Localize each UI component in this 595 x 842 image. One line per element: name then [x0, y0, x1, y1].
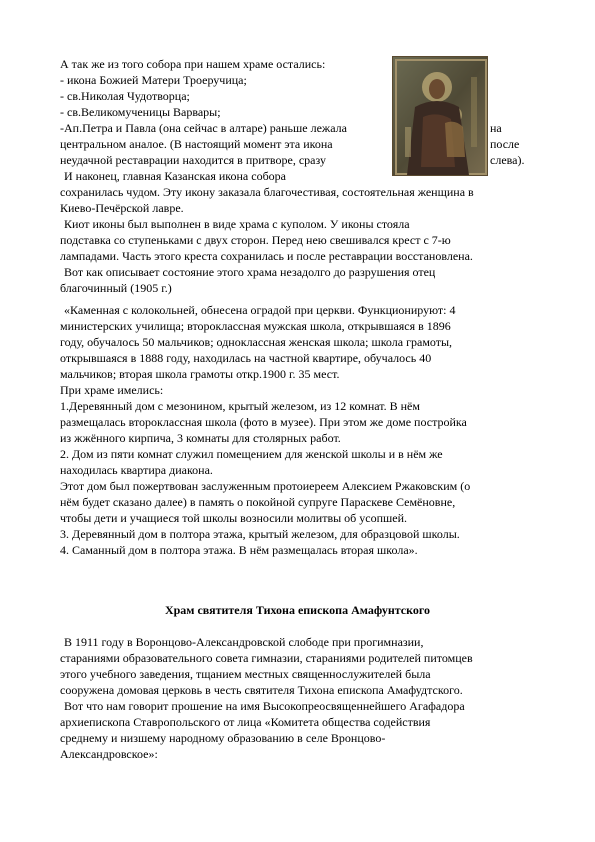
text-line: сооружена домовая церковь в честь святителя Тихона епископа Амафудтского.: [60, 683, 463, 697]
text-line: на: [490, 121, 502, 135]
text-line: - икона Божией Матери Троеручица;: [60, 73, 247, 87]
text-line: Этот дом был пожертвован заслуженным протоиереем Алексием Ржаковским (о: [60, 479, 471, 493]
text-line: слева).: [490, 153, 525, 167]
section-heading: Храм святителя Тихона епископа Амафунтского: [164, 603, 431, 617]
text-line: среднему и низшему народному образованию в селе Вронцово-: [60, 731, 386, 745]
text-line: этого учебного заведения, тщанием местных священнослужителей была: [60, 667, 431, 681]
text-line: И наконец, главная Казанская икона собора: [64, 169, 286, 183]
text-line: Киот иконы был выполнен в виде храма с куполом. У иконы стояла: [64, 217, 410, 231]
text-line: «Каменная с колокольней, обнесена оградой при церкви. Функционируют: 4: [64, 303, 456, 317]
text-line: из жжённого кирпича, 3 комнаты для столярных работ.: [60, 431, 341, 445]
text-line: В 1911 году в Воронцово-Александровской слободе при прогимназии,: [64, 635, 424, 649]
text-line: Вот что нам говорит прошение на имя Высокопреосвященнейшего Агафадора: [64, 699, 465, 713]
text-line: - св.Великомученицы Варвары;: [60, 105, 221, 119]
text-line: Вот как описывает состояние этого храма незадолго до разрушения отец: [64, 265, 436, 279]
text-line: министерских училища; второклассная мужская школа, открывшаяся в 1896: [60, 319, 451, 333]
text-line: При храме имелись:: [60, 383, 164, 397]
text-line: центральном аналое. (В настоящий момент эта икона: [60, 137, 333, 151]
text-line: подставка со ступеньками с двух сторон. Перед нею свешивался крест с 7-ю: [60, 233, 451, 247]
text-line: чтобы дети и учащиеся той школы возносили молитвы об усопшей.: [60, 511, 408, 525]
text-line: размещалась второклассная школа (фото в музее). При этом же доме постройка: [60, 415, 467, 429]
icon-image: [392, 56, 488, 176]
text-line: Александровское»:: [60, 747, 158, 761]
text-line: лампадами. Часть этого креста сохранилась и после реставрации восстановлена.: [60, 249, 473, 263]
text-line: после: [490, 137, 520, 151]
text-line: году, обучалось 50 мальчиков; одноклассная женская школа; школа грамоты,: [60, 335, 453, 349]
text-line: А так же из того собора при нашем храме остались:: [60, 57, 326, 71]
text-line: мальчиков; вторая школа грамоты откр.1900 г. 35 мест.: [60, 367, 340, 381]
text-line: находилась квартира диакона.: [60, 463, 213, 477]
text-line: неудачной реставрации находится в притворе, сразу: [60, 153, 326, 167]
text-line: стараниями образовательного совета гимназии, стараниями родителей питомцев: [60, 651, 473, 665]
text-line: - св.Николая Чудотворца;: [60, 89, 190, 103]
text-line: благочинный (1905 г.): [60, 281, 172, 295]
icon-picture: [393, 57, 488, 176]
text-line: нём будет сказано далее) в память о покойной супруге Параскеве Семёновне,: [60, 495, 456, 509]
text-line: 4. Саманный дом в полтора этажа. В нём размещалась вторая школа».: [60, 543, 418, 557]
text-line: 3. Деревянный дом в полтора этажа, крытый железом, для образцовой школы.: [60, 527, 460, 541]
text-line: 2. Дом из пяти комнат служил помещением для женской школы и в нём же: [60, 447, 443, 461]
text-line: 1.Деревянный дом с мезонином, крытый железом, из 12 комнат. В нём: [60, 399, 420, 413]
text-line: Киево-Печёрской лавре.: [60, 201, 184, 215]
text-line: архиепископа Ставропольского от лица «Комитета общества содействия: [60, 715, 431, 729]
text-line: -Ап.Петра и Павла (она сейчас в алтаре) раньше лежала: [60, 121, 347, 135]
text-line: открывшаяся в 1888 году, находилась на частной квартире, обучалось 40: [60, 351, 432, 365]
text-line: сохранилась чудом. Эту икону заказала благочестивая, состоятельная женщина в: [60, 185, 474, 199]
